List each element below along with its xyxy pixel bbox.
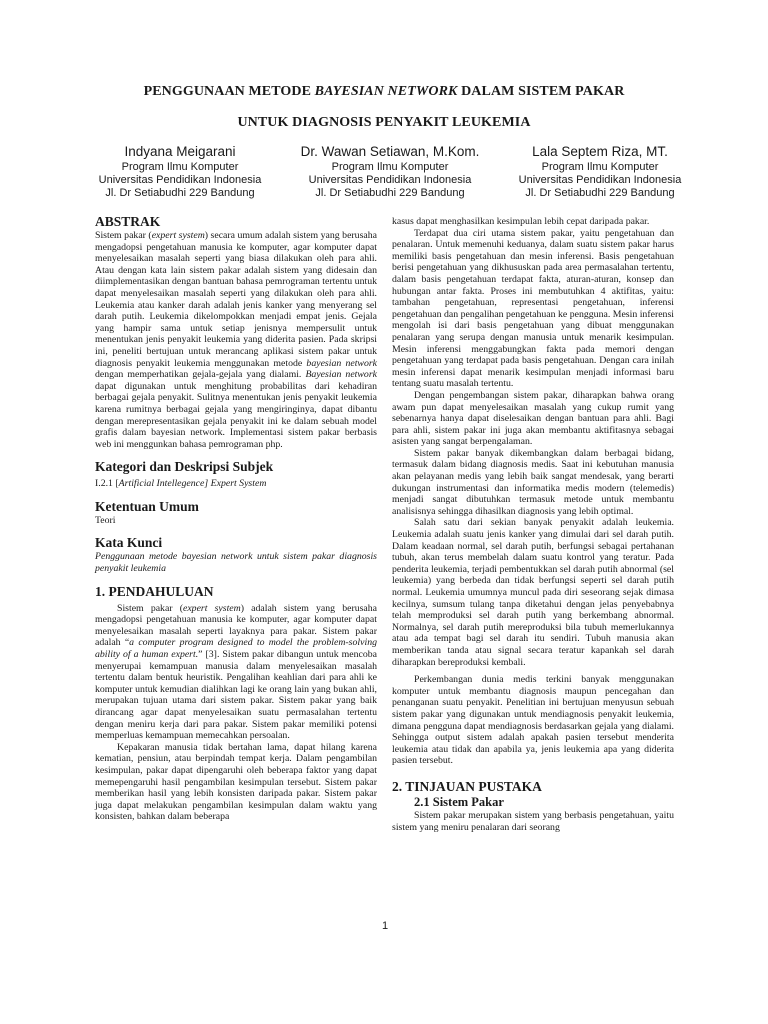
author-address: Jl. Dr Setiabudhi 229 Bandung [315, 187, 465, 199]
author-name: Indyana Meigarani [124, 144, 236, 159]
general-terms-heading: Ketentuan Umum [95, 498, 199, 514]
page-number: 1 [381, 920, 389, 932]
author-1 [80, 142, 280, 200]
author-university: Universitas Pendidikan Indonesia [518, 174, 682, 186]
author-3 [500, 142, 700, 200]
author-address: Jl. Dr Setiabudhi 229 Bandung [525, 187, 675, 199]
intro-paragraph-2: Kepakaran manusia tidak bertahan lama, dapat hilang karena kematian, pensiun, atau berpindah tempat kerja. Dalam pengambilan kesimpulan, pakar dapat dipengaruhi oleh beberapa faktor yang dapat memepengaruhi hasil pengambilan kesimpulan tersebut. Sistem pakar memberikan hasil yang lebih konsisten daripada pakar. Sistem pakar juga dapat melakukan pengambilan kesimpulan dalam waktu yang konsisten, bahkan dalam beberapa [95, 741, 377, 823]
keywords-text: Penggunaan metode bayesian network untuk sistem pakar diagnosis penyakit leukemia [95, 551, 377, 575]
author-program: Program Ilmu Komputer [541, 161, 659, 173]
paper-title-line-2: UNTUK DIAGNOSIS PENYAKIT LEUKEMIA [237, 115, 531, 130]
author-name: Lala Septem Riza, MT. [532, 144, 668, 159]
author-address: Jl. Dr Setiabudhi 229 Bandung [105, 187, 255, 199]
body-paragraph: Terdapat dua ciri utama sistem pakar, yaitu pengetahuan dan penalaran. Untuk memenuhi keduanya, dalam suatu sistem pakar harus memiliki basis pengetahuan dan mesin inferensi. Basis pengetahuan berisi pengetahuan yang dikhususkan pada area permasalahan tertentu, dalam basis pengetahuan terdapat fakta, aturan-aturan, konsep dan hubungan antar fakta. Proses ini membutuhkan 4 aktifitas, yaitu: tambahan pengetahuan, representasi pengetahuan, inferensi pengetahuan dan pengalihan pengetahuan ke pengguna. Mesin inferensi mengolah isi dari basis pengetahuan yang dibuat menggunakan penalaran yang serupa dengan manusia untuk menarik kesimpulan. Mesin inferensi menggabungkan fakta pada memori dengan pengetahuan yang terdapat pada basis pengetahuan. Dengan cara inilah mesin inferensi dapat menarik kesimpulan menjadi informasi baru tentang suatu masalah tertentu. [392, 227, 674, 390]
body-paragraph: kasus dapat menghasilkan kesimpulan lebih cepat daripada pakar. [392, 216, 650, 227]
general-terms-text: Teori [95, 514, 116, 526]
left-column [95, 214, 377, 823]
author-program: Program Ilmu Komputer [331, 161, 449, 173]
body-paragraph: Dengan pengembangan sistem pakar, diharapkan bahwa orang awam pun dapat menyelesaikan masalah yang cukup rumit yang sebenarnya hanya dapat diselesaikan dengan bantuan para ahli. Bagi para ahli, sistem pakar ini juga akan membantu aktifitasnya sebagai asisten yang sangat berpengalaman. [392, 389, 674, 448]
intro-heading: 1. PENDAHULUAN [95, 583, 214, 599]
keywords-heading: Kata Kunci [95, 535, 163, 551]
abstract-text: Sistem pakar (expert system) secara umum adalah sistem yang berusaha mengadopsi pengetahuan manusia ke komputer, agar komputer dapat menyelesaikan masalah seperti yang biasa dilakukan oleh para ahli. Atau dengan kata lain sistem pakar adalah sistem yang didesain dan diimplementasikan dengan bantuan bahasa pemrograman tertentu untuk dapat menyelesaikan masalah seperti yang dilakukan oleh para ahli. Leukemia atau kanker darah adalah jenis kanker yang menyerang sel darah putih. Leukemia dikelompokkan menjadi empat jenis. Gejala yang hampir sama untuk setiap jenisnya mempersulit untuk menentukan jenis penyakit leukemia yang diderita pasien. Pada skripsi ini, peneliti bertujuan untuk merancang aplikasi sistem pakar untuk diagnosis penyakit leukemia menggunakan metode bayesian network dengan memperhatikan gejala-gejala yang dialami. Bayesian network dapat digunakan untuk menghitung probabilitas dari kehadiran berbagai gejala penyakit. Sulitnya menentukan jenis penyakit leukemia karena rumitnya berbagai gejala yang mengiringinya, dapat dibantu dengan merepresentasikan gejala penyakit ini ke dalam sebuah model grafis dalam bayesian network. Implementasi sistem pakar berbasis web ini menggunkan bahasa pemrograman php. [95, 230, 378, 450]
body-paragraph: Perkembangan dunia medis terkini banyak menggunakan komputer untuk membantu diagnosis maupun pencegahan dan penanganan suatu penyakit. Penelitian ini bertujuan menyusun sebuah sistem pakar yang digunakan untuk mendiagnosis penyakit leukemia, dimana pengguna dapat mendiagnosis berdasarkan gejala yang dialami. Sehingga output sistem adalah apakah pasien tersebut menderita leukemia atau tidak dan apabila ya, jenis leukemia apa yang diderita pasien tersebut. [392, 674, 674, 767]
body-paragraph: Sistem pakar merupakan sistem yang berbasis pengetahuan, yaitu sistem yang meniru penalaran dari seorang [392, 809, 674, 833]
author-2 [290, 142, 490, 200]
category-heading: Kategori dan Deskripsi Subjek [95, 459, 274, 475]
author-name: Dr. Wawan Setiawan, M.Kom. [300, 144, 480, 159]
author-block [80, 142, 700, 200]
section-2-heading: 2. TINJAUAN PUSTAKA [392, 778, 542, 794]
body-paragraph: Salah satu dari sekian banyak penyakit adalah leukemia. Leukemia adalah suatu jenis kanker yang dimulai dari sel darah putih. Dalam keadaan normal, sel darah putih, berfungsi sebagai pertahanan tubuh, akan terus membelah dalam suatu kontrol yang teratur. Pada penderita leukemia, terjadi pembentukkan sel darah putih abnormal (sel leukemia) yang berbeda dan tidak berfungsi seperti sel darah putih normal. Leukemia umumnya muncul pada diri seseorang sejak dimasa kecilnya, sumsum tulang tanpa diketahui dengan jelas penyebabnya telah memproduksi sel darah putih yang berkembang abnormal. Normalnya, sel darah putih mereproduksi bila tubuh memerlukannya atau ada tempat bagi sel darah itu sendiri. Tubuh manusia akan memberikan tanda atau signal secara teratur kapankah sel darah diharapkan bereproduksi kembali. [392, 517, 674, 668]
right-column [392, 216, 674, 833]
body-paragraph: Sistem pakar banyak dikembangkan dalam berbagai bidang, termasuk dalam bidang diagnosis medis. Saat ini kebutuhan manusia akan pelayanan medis yang lebih baik sangat mendesak, yang berarti dukungan instrumentasi dan informatika medis modern (telemedis) menjadi sangat dibutuhkan termasuk metode untuk membantu analisisnya sehingga dihasilkan diagnosis yang lebih optimal. [392, 447, 674, 517]
abstract-heading: ABSTRAK [95, 214, 161, 229]
author-program: Program Ilmu Komputer [121, 161, 239, 173]
intro-paragraph-1: Sistem pakar (expert system) adalah sistem yang berusaha mengadopsi pengetahuan manusia ke komputer, agar komputer dapat menyelesaikan masalah seperti layaknya para pakar. Sistem pakar adalah “a computer program designed to model the problem-solving ability of a human expert.” [3]. Sistem pakar dibangun untuk mencoba menyerupai kemampuan manusia dalam menyelesaikan masalah tertentu dalam bentuk heuristik. Pengalihan keahlian dari para ahli ke komputer untuk kemudian dialihkan lagi ke orang lain yang bukan ahli, merupakan tujuan utama dari sistem pakar. Sistem pakar yang baik dirancang agar dapat menyelesaikan suatu permasalahan tertentu dengan meniru kerja dari para pakar. Sistem pakar memiliki potensi memperluas kemampuan memecahkan persoalan. [95, 602, 378, 742]
author-university: Universitas Pendidikan Indonesia [98, 174, 262, 186]
category-text: I.2.1 [Artificial Intellegence] Expert System [95, 478, 267, 490]
subsection-2-1-heading: 2.1 Sistem Pakar [414, 794, 504, 809]
author-university: Universitas Pendidikan Indonesia [308, 174, 472, 186]
paper-title-line-1: PENGGUNAAN METODE BAYESIAN NETWORK DALAM SISTEM PAKAR [143, 84, 625, 99]
